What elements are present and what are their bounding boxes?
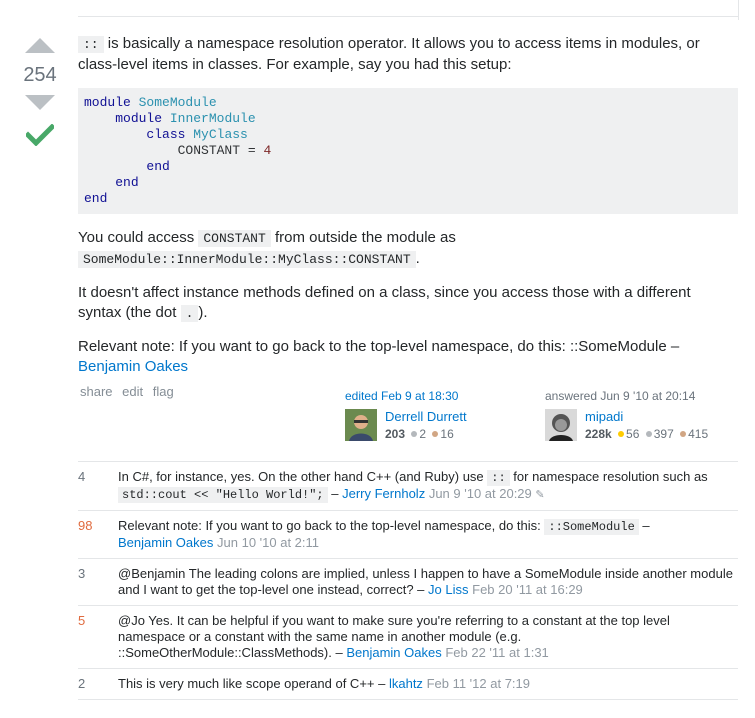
comment-user-link[interactable]: Jo Liss	[428, 582, 469, 597]
comment-user-link[interactable]: Benjamin Oakes	[118, 535, 214, 550]
comment	[78, 669, 738, 700]
inline-code: std::cout << "Hello World!";	[118, 487, 328, 503]
comment-user-link[interactable]: lkahtz	[388, 676, 423, 691]
inline-code: ::	[78, 36, 104, 53]
gold-badge-icon	[618, 431, 624, 437]
reputation: 203 2 16	[385, 427, 454, 441]
comment-date[interactable]: Feb 22 '11 at 1:31	[445, 645, 549, 660]
comment	[78, 559, 738, 606]
container-edge	[738, 0, 739, 20]
inline-code: ::SomeModule	[544, 519, 638, 535]
comment-user-link[interactable]: Jerry Fernholz	[342, 486, 426, 501]
share-link[interactable]: share	[80, 384, 113, 399]
accepted-checkmark-icon	[20, 124, 60, 151]
silver-badge-icon	[411, 431, 417, 437]
upvote-arrow-icon[interactable]	[25, 38, 55, 53]
post-menu	[80, 384, 180, 399]
editor-signature	[345, 389, 467, 443]
comment	[78, 511, 738, 559]
comments-list	[78, 461, 738, 700]
edit-link[interactable]: edit	[122, 384, 144, 399]
vote-cell	[20, 38, 60, 151]
answer-paragraph-access: You could access CONSTANT from outside the module as SomeModule::InnerModule::MyClass::CONSTANT .	[78, 229, 456, 267]
bronze-badge-icon	[432, 431, 438, 437]
bronze-badge-icon	[680, 431, 686, 437]
comment-score: 3	[78, 566, 86, 581]
downvote-arrow-icon[interactable]	[25, 95, 55, 110]
comment	[78, 606, 738, 669]
author-signature	[545, 389, 708, 443]
vote-count: 254	[23, 64, 57, 86]
comment-body: @Benjamin The leading colons are implied, unless I happen to have a SomeModule inside another module and I want to get the top-level one instead, correct? – Jo Liss Feb 20 '11 at 16:29	[118, 566, 733, 597]
user-link[interactable]: Derrell Durrett	[385, 409, 467, 424]
code-block: module SomeModule module InnerModule class MyClass CONSTANT = 4 end end end	[78, 88, 738, 214]
edited-timestamp: edited Feb 9 at 18:30	[345, 389, 459, 403]
comment-body: @Jo Yes. It can be helpful if you want to make sure you're referring to a constant at the top level namespace or a constant with the same name in another module (e.g. ::SomeOtherModule::ClassMethods). – Benjamin Oakes Feb 22 '11 at 1:31	[118, 613, 670, 660]
comment-score: 5	[78, 613, 86, 628]
flag-link[interactable]: flag	[152, 384, 174, 399]
comment-body: This is very much like scope operand of C++ – lkahtz Feb 11 '12 at 7:19	[118, 676, 530, 691]
silver-badge-icon	[646, 431, 652, 437]
answer-body	[78, 34, 738, 390]
comment-date[interactable]: Feb 11 '12 at 7:19	[426, 676, 530, 691]
inline-code: .	[181, 305, 199, 322]
inline-code: CONSTANT	[198, 230, 270, 247]
answer-paragraph-intro	[78, 34, 738, 75]
pencil-icon: ✎	[535, 489, 545, 501]
inline-code: SomeModule::InnerModule::MyClass::CONSTANT	[78, 251, 416, 268]
answer-paragraph-instance: It doesn't affect instance methods defined on a class, since you access those with a different syntax (the dot . ).	[78, 284, 691, 321]
reputation: 228k 56 397 415	[585, 427, 709, 441]
user-link[interactable]: Benjamin Oakes	[78, 358, 189, 375]
avatar[interactable]	[345, 409, 377, 441]
answer-text: is basically a namespace resolution operator. It allows you to access items in modules, or class-level items in classes. For example, say you had this setup:	[78, 35, 700, 73]
comment-date[interactable]: Jun 9 '10 at 20:29	[428, 486, 532, 501]
comment	[78, 462, 738, 511]
divider-line	[78, 16, 739, 17]
inline-code: ::	[487, 470, 509, 486]
comment-body: In C#, for instance, yes. On the other hand C++ (and Ruby) use :: for namespace resolution such as std::cout << "Hello World!"; – Jerry Fernholz Jun 9 '10 at 20:29 ✎	[118, 469, 708, 502]
avatar[interactable]	[545, 409, 577, 441]
answer-paragraph-note: Relevant note: If you want to go back to the top-level namespace, do this: ::SomeModule – Benjamin Oakes	[78, 338, 680, 375]
answered-timestamp: answered Jun 9 '10 at 20:14	[545, 389, 696, 403]
comment-user-link[interactable]: Benjamin Oakes	[346, 645, 442, 660]
comment-date[interactable]: Jun 10 '10 at 2:11	[217, 535, 320, 550]
user-link[interactable]: mipadi	[585, 409, 624, 424]
comment-score: 98	[78, 518, 93, 533]
comment-body: Relevant note: If you want to go back to the top-level namespace, do this: ::SomeModule – Benjamin Oakes Jun 10 '10 at 2:11	[118, 518, 650, 550]
comment-date[interactable]: Feb 20 '11 at 16:29	[472, 582, 583, 597]
comment-score: 4	[78, 469, 86, 484]
top-divider	[0, 0, 755, 20]
comment-score: 2	[78, 676, 86, 691]
